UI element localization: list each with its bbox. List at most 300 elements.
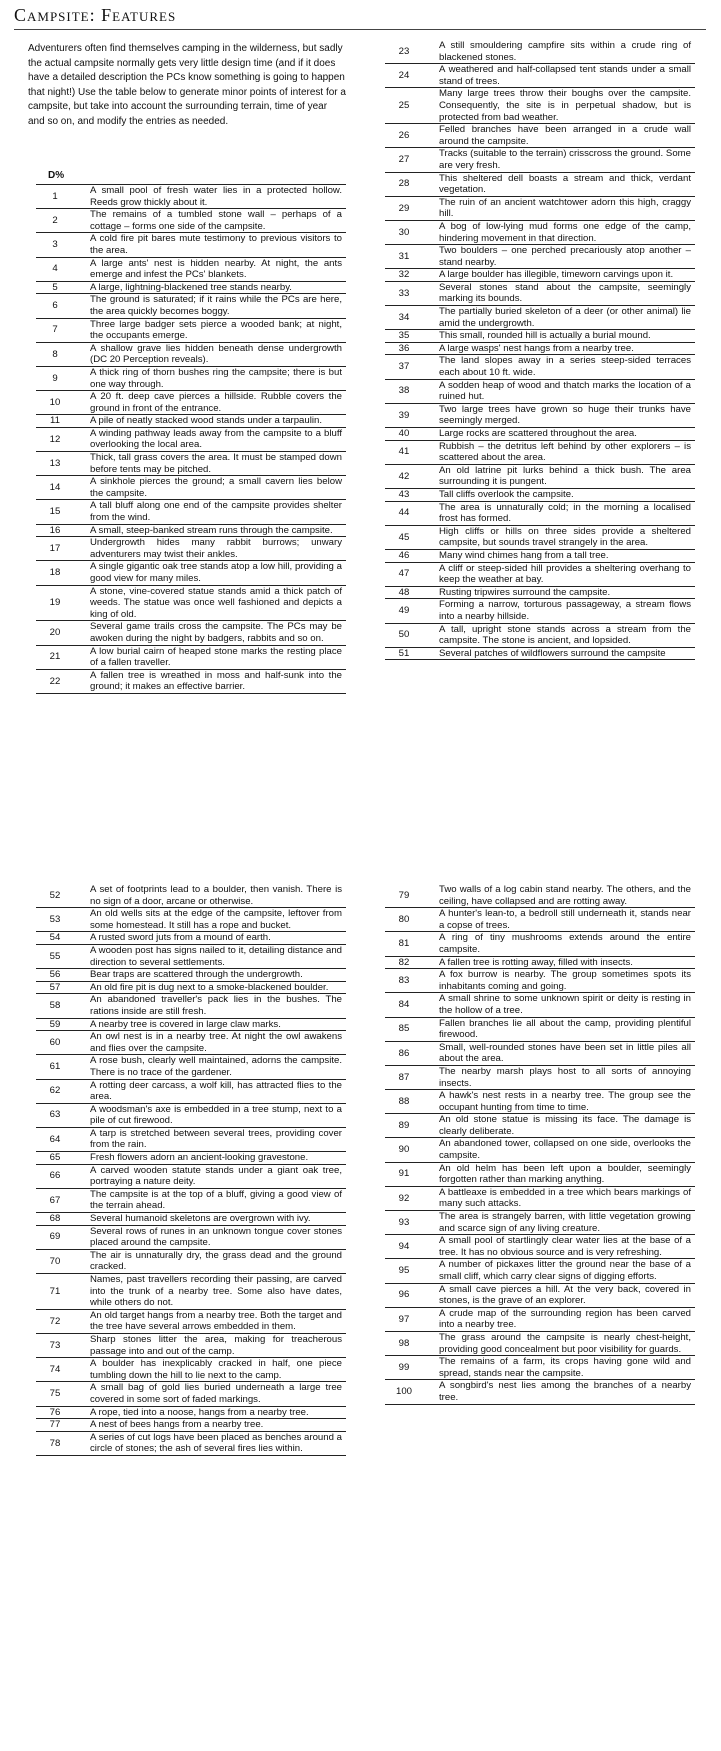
roll-value: 87 — [385, 1065, 423, 1089]
feature-description: Fallen branches lie all about the camp, providing plentiful firewood. — [423, 1017, 695, 1041]
feature-description: The area is strangely barren, with little vegetation growing and scarce sign of any living creature. — [423, 1211, 695, 1235]
feature-description: A rotting deer carcass, a wolf kill, has attracted flies to the area. — [74, 1079, 346, 1103]
feature-description: This sheltered dell boasts a stream and thick, verdant vegetation. — [423, 172, 695, 196]
roll-value: 56 — [36, 969, 74, 982]
feature-description: A tall bluff along one end of the campsite provides shelter from the wind. — [74, 500, 346, 524]
roll-value: 84 — [385, 993, 423, 1017]
roll-value: 38 — [385, 379, 423, 403]
feature-description: Tracks (suitable to the terrain) crisscross the ground. Some are very fresh. — [423, 148, 695, 172]
roll-value: 85 — [385, 1017, 423, 1041]
roll-value: 3 — [36, 233, 74, 257]
roll-value: 45 — [385, 525, 423, 549]
table-row — [36, 294, 346, 318]
feature-description: An old helm has been left upon a boulder, seemingly forgotten rather than marking anything. — [423, 1162, 695, 1186]
table-row — [385, 196, 695, 220]
feature-description: The ruin of an ancient watchtower adorn this high, craggy hill. — [423, 196, 695, 220]
feature-description: A thick ring of thorn bushes ring the campsite; there is but one way through. — [74, 366, 346, 390]
roll-value: 75 — [36, 1382, 74, 1406]
table-row — [385, 549, 695, 562]
feature-description: Large rocks are scattered throughout the area. — [423, 428, 695, 441]
feature-description: A rusted sword juts from a mound of earth. — [74, 932, 346, 945]
feature-description: Thick, tall grass covers the area. It must be stamped down before tents may be pitched. — [74, 452, 346, 476]
feature-description: A shallow grave lies hidden beneath dense undergrowth (DC 20 Perception reveals). — [74, 342, 346, 366]
feature-description: The partially buried skeleton of a deer (or other animal) lie amid the undergrowth. — [423, 306, 695, 330]
campsite-features-table — [385, 40, 695, 660]
table-row — [36, 233, 346, 257]
table-row — [385, 647, 695, 660]
table-row — [385, 355, 695, 379]
feature-description: A small cave pierces a hill. At the very back, covered in stones, is the grave of an explorer. — [423, 1283, 695, 1307]
table-row — [385, 956, 695, 969]
feature-description: High cliffs or hills on three sides provide a sheltered campsite, but sounds travel strangely in the area. — [423, 525, 695, 549]
table-row — [385, 330, 695, 343]
table-row — [385, 342, 695, 355]
table-row — [36, 585, 346, 621]
roll-value: 51 — [385, 647, 423, 660]
table-row — [36, 1103, 346, 1127]
table-row — [36, 257, 346, 281]
feature-description: The land slopes away in a series steep-sided terraces each about 10 ft. wide. — [423, 355, 695, 379]
feature-description: Sharp stones litter the area, making for treacherous passage into and out of the camp. — [74, 1333, 346, 1357]
feature-description: Rubbish – the detritus left behind by other explorers – is scattered about the area. — [423, 440, 695, 464]
feature-description: A carved wooden statute stands under a giant oak tree, portraying a nature deity. — [74, 1164, 346, 1188]
feature-description: A large boulder has illegible, timeworn carvings upon it. — [423, 269, 695, 282]
table-row — [385, 379, 695, 403]
table-row — [385, 1041, 695, 1065]
roll-value: 54 — [36, 932, 74, 945]
feature-description: A cliff or steep-sided hill provides a sheltering overhang to keep the weather at bay. — [423, 562, 695, 586]
roll-value: 68 — [36, 1213, 74, 1226]
roll-value: 50 — [385, 623, 423, 647]
title-divider — [14, 29, 706, 30]
feature-description: Several patches of wildflowers surround the campsite — [423, 647, 695, 660]
roll-value: 83 — [385, 969, 423, 993]
table-row — [36, 1333, 346, 1357]
intro-paragraph: Adventurers often find themselves camping in the wilderness, but sadly the actual campsite normally gets very little design time (and if it does have a detailed description the PCs know something is going to happen that night!) Use the table below to generate minor points of interest for a campsite, but take into account the surrounding terrain, time of year and so on, and modify the entries as needed. — [28, 43, 346, 127]
feature-description: Felled branches have been arranged in a crude wall around the campsite. — [423, 124, 695, 148]
roll-value: 47 — [385, 562, 423, 586]
feature-description: Several rows of runes in an unknown tongue cover stones placed around the campsite. — [74, 1225, 346, 1249]
feature-description: Two boulders – one perched precariously atop another – stand nearby. — [423, 245, 695, 269]
table-row — [385, 269, 695, 282]
table-row — [385, 884, 695, 908]
roll-value: 63 — [36, 1103, 74, 1127]
table-row — [36, 537, 346, 561]
table-row — [385, 623, 695, 647]
table-row — [385, 1186, 695, 1210]
feature-description: Several humanoid skeletons are overgrown with ivy. — [74, 1213, 346, 1226]
feature-description: Fresh flowers adorn an ancient-looking gravestone. — [74, 1152, 346, 1165]
table-row — [36, 209, 346, 233]
feature-description: A fallen tree is rotting away, filled with insects. — [423, 956, 695, 969]
roll-value: 53 — [36, 908, 74, 932]
table-row — [36, 1225, 346, 1249]
table-row — [385, 908, 695, 932]
campsite-features-table — [385, 884, 695, 1405]
table-row — [385, 1307, 695, 1331]
roll-value: 14 — [36, 476, 74, 500]
roll-value: 60 — [36, 1031, 74, 1055]
roll-value: 98 — [385, 1331, 423, 1355]
table-row — [385, 1090, 695, 1114]
table-row — [36, 452, 346, 476]
roll-value: 69 — [36, 1225, 74, 1249]
feature-description: A hawk's nest rests in a nearby tree. The group see the occupant hunting from time to time. — [423, 1090, 695, 1114]
roll-value: 11 — [36, 415, 74, 428]
table-row — [385, 562, 695, 586]
table-row — [385, 1331, 695, 1355]
feature-description: Forming a narrow, torturous passageway, a stream flows into a nearby hillside. — [423, 599, 695, 623]
feature-description: A bog of low-lying mud forms one edge of the camp, hindering movement in that direction. — [423, 220, 695, 244]
campsite-features-table — [36, 185, 346, 694]
feature-description: The nearby marsh plays host to all sorts of annoying insects. — [423, 1065, 695, 1089]
roll-value: 88 — [385, 1090, 423, 1114]
table-row — [36, 1382, 346, 1406]
roll-value: 33 — [385, 281, 423, 305]
feature-description: The air is unnaturally dry, the grass dead and the ground cracked. — [74, 1249, 346, 1273]
feature-description: Bear traps are scattered through the undergrowth. — [74, 969, 346, 982]
roll-value: 82 — [385, 956, 423, 969]
table-row — [36, 366, 346, 390]
roll-value: 79 — [385, 884, 423, 908]
table-row — [385, 1211, 695, 1235]
roll-value: 37 — [385, 355, 423, 379]
roll-value: 66 — [36, 1164, 74, 1188]
roll-value: 15 — [36, 500, 74, 524]
feature-description: A woodsman's axe is embedded in a tree stump, next to a pile of cut firewood. — [74, 1103, 346, 1127]
table-row — [385, 172, 695, 196]
table-row — [36, 1213, 346, 1226]
table-row — [385, 525, 695, 549]
feature-description: An old target hangs from a nearby tree. Both the target and the tree have several arrows embedded in them. — [74, 1309, 346, 1333]
feature-description: The ground is saturated; if it rains while the PCs are here, the area quickly becomes boggy. — [74, 294, 346, 318]
table-row — [385, 1380, 695, 1404]
roll-value: 77 — [36, 1419, 74, 1432]
table-row — [36, 342, 346, 366]
roll-value: 58 — [36, 994, 74, 1018]
roll-value: 12 — [36, 427, 74, 451]
feature-description: A small bag of gold lies buried underneath a large tree covered in some sort of faded markings. — [74, 1382, 346, 1406]
feature-description: A battleaxe is embedded in a tree which bears markings of many such attacks. — [423, 1186, 695, 1210]
table-row — [36, 524, 346, 537]
feature-description: A fallen tree is wreathed in moss and half-sunk into the ground; it makes an effective barrier. — [74, 669, 346, 693]
roll-value: 19 — [36, 585, 74, 621]
table-row — [385, 501, 695, 525]
feature-description: A pile of neatly stacked wood stands under a tarpaulin. — [74, 415, 346, 428]
feature-description: A set of footprints lead to a boulder, then vanish. There is no sign of a door, arcane or otherwise. — [74, 884, 346, 908]
table-row — [385, 124, 695, 148]
feature-description: A number of pickaxes litter the ground near the base of a small cliff, which carry clear signs of digging efforts. — [423, 1259, 695, 1283]
roll-value: 39 — [385, 403, 423, 427]
table-row — [385, 88, 695, 124]
roll-value: 6 — [36, 294, 74, 318]
roll-value: 71 — [36, 1274, 74, 1310]
feature-description: A ring of tiny mushrooms extends around the entire campsite. — [423, 932, 695, 956]
feature-description: A hunter's lean-to, a bedroll still underneath it, stands near a copse of trees. — [423, 908, 695, 932]
feature-description: A cold fire pit bares mute testimony to previous visitors to the area. — [74, 233, 346, 257]
roll-value: 52 — [36, 884, 74, 908]
feature-description: An old fire pit is dug next to a smoke-blackened boulder. — [74, 981, 346, 994]
roll-value: 70 — [36, 1249, 74, 1273]
roll-value: 73 — [36, 1333, 74, 1357]
roll-value: 31 — [385, 245, 423, 269]
feature-description: Tall cliffs overlook the campsite. — [423, 488, 695, 501]
roll-value: 40 — [385, 428, 423, 441]
table-row — [36, 427, 346, 451]
roll-value: 2 — [36, 209, 74, 233]
table-row — [36, 1431, 346, 1455]
table-row — [36, 185, 346, 209]
table-row — [36, 415, 346, 428]
feature-description: A large, lightning-blackened tree stands nearby. — [74, 281, 346, 294]
roll-value: 62 — [36, 1079, 74, 1103]
roll-value: 97 — [385, 1307, 423, 1331]
feature-description: A sinkhole pierces the ground; a small cavern lies below the campsite. — [74, 476, 346, 500]
table-row — [385, 1065, 695, 1089]
feature-description: An abandoned tower, collapsed on one side, overlooks the campsite. — [423, 1138, 695, 1162]
table-row — [36, 994, 346, 1018]
feature-description: A nest of bees hangs from a nearby tree. — [74, 1419, 346, 1432]
roll-value: 80 — [385, 908, 423, 932]
campsite-features-table — [36, 884, 346, 1456]
feature-description: Undergrowth hides many rabbit burrows; unwary adventurers may twist their ankles. — [74, 537, 346, 561]
table-row — [385, 993, 695, 1017]
roll-value: 10 — [36, 391, 74, 415]
table-row — [36, 561, 346, 585]
feature-description: Rusting tripwires surround the campsite. — [423, 586, 695, 599]
feature-description: An abandoned traveller's pack lies in the bushes. The rations inside are still fresh. — [74, 994, 346, 1018]
roll-value: 8 — [36, 342, 74, 366]
roll-value: 99 — [385, 1356, 423, 1380]
feature-description: A stone, vine-covered statue stands amid a thick patch of weeds. The statue was once well fashioned and depicts a king of old. — [74, 585, 346, 621]
feature-description: A single gigantic oak tree stands atop a low hill, providing a good view for many miles. — [74, 561, 346, 585]
roll-value: 13 — [36, 452, 74, 476]
feature-description: The grass around the campsite is nearly chest-height, providing good concealment but poor visibility for guards. — [423, 1331, 695, 1355]
roll-value: 92 — [385, 1186, 423, 1210]
feature-description: Several game trails cross the campsite. The PCs may be awoken during the night by badgers, rabbits and so on. — [74, 621, 346, 645]
roll-value: 74 — [36, 1358, 74, 1382]
table-row — [36, 1358, 346, 1382]
feature-description: A rose bush, clearly well maintained, adorns the campsite. There is no trace of the gardener. — [74, 1055, 346, 1079]
table-row — [385, 1114, 695, 1138]
feature-description: An old stone statue is missing its face. The damage is clearly deliberate. — [423, 1114, 695, 1138]
feature-description: Many large trees throw their boughs over the campsite. Consequently, the site is in perpetual shadow, but is protected from bad weather. — [423, 88, 695, 124]
roll-value: 48 — [385, 586, 423, 599]
feature-description: This small, rounded hill is actually a burial mound. — [423, 330, 695, 343]
table-row — [36, 981, 346, 994]
feature-description: The remains of a farm, its crops having gone wild and spread, stands near the campsite. — [423, 1356, 695, 1380]
roll-value: 23 — [385, 40, 423, 64]
feature-description: A small, steep-banked stream runs through the campsite. — [74, 524, 346, 537]
roll-value: 90 — [385, 1138, 423, 1162]
roll-value: 61 — [36, 1055, 74, 1079]
table-row — [385, 64, 695, 88]
roll-value: 94 — [385, 1235, 423, 1259]
roll-value: 43 — [385, 488, 423, 501]
feature-description: A small pool of fresh water lies in a protected hollow. Reeds grow thickly about it. — [74, 185, 346, 209]
roll-value: 96 — [385, 1283, 423, 1307]
roll-value: 72 — [36, 1309, 74, 1333]
table-row — [36, 1274, 346, 1310]
roll-value: 1 — [36, 185, 74, 209]
roll-value: 29 — [385, 196, 423, 220]
table-row — [385, 969, 695, 993]
feature-description: The remains of a tumbled stone wall – perhaps of a cottage – forms one side of the campsite. — [74, 209, 346, 233]
table-row — [385, 1235, 695, 1259]
table-row — [385, 148, 695, 172]
table-row — [36, 1188, 346, 1212]
feature-description: A wooden post has signs nailed to it, detailing distance and direction to several settlements. — [74, 944, 346, 968]
table-row — [36, 669, 346, 693]
table-column-23-51 — [385, 40, 695, 660]
table-row — [36, 500, 346, 524]
feature-description: The campsite is at the top of a bluff, giving a good view of the terrain ahead. — [74, 1188, 346, 1212]
feature-description: A series of cut logs have been placed as benches around a circle of stones; the ash of several fires lies within. — [74, 1431, 346, 1455]
table-row — [385, 281, 695, 305]
roll-value: 27 — [385, 148, 423, 172]
feature-description: An old wells sits at the edge of the campsite, leftover from some homestead. It still has a rope and bucket. — [74, 908, 346, 932]
roll-value: 18 — [36, 561, 74, 585]
roll-value: 78 — [36, 1431, 74, 1455]
feature-description: A nearby tree is covered in large claw marks. — [74, 1018, 346, 1031]
table-row — [385, 464, 695, 488]
table-row — [385, 40, 695, 64]
roll-value: 57 — [36, 981, 74, 994]
roll-value: 25 — [385, 88, 423, 124]
roll-value: 4 — [36, 257, 74, 281]
table-row — [385, 488, 695, 501]
table-row — [36, 1079, 346, 1103]
roll-value: 20 — [36, 621, 74, 645]
roll-value: 86 — [385, 1041, 423, 1065]
feature-description: A boulder has inexplicably cracked in half, one piece tumbling down the hill to lie next to the camp. — [74, 1358, 346, 1382]
table-row — [385, 586, 695, 599]
roll-value: 67 — [36, 1188, 74, 1212]
feature-description: A large ants' nest is hidden nearby. At night, the ants emerge and infest the PCs' blankets. — [74, 257, 346, 281]
feature-description: A tall, upright stone stands across a stream from the campsite. The stone is ancient, and lopsided. — [423, 623, 695, 647]
roll-value: 49 — [385, 599, 423, 623]
feature-description: A winding pathway leads away from the campsite to a bluff overlooking the local area. — [74, 427, 346, 451]
roll-value: 24 — [385, 64, 423, 88]
feature-description: A songbird's nest lies among the branches of a nearby tree. — [423, 1380, 695, 1404]
roll-value: 76 — [36, 1406, 74, 1419]
table-row — [36, 281, 346, 294]
table-row — [385, 1162, 695, 1186]
table-row — [385, 403, 695, 427]
feature-description: A rope, tied into a noose, hangs from a nearby tree. — [74, 1406, 346, 1419]
feature-description: Names, past travellers recording their passing, are carved into the trunk of a nearby tree. Some also have dates, while others do not. — [74, 1274, 346, 1310]
table-row — [36, 1055, 346, 1079]
table-row — [385, 428, 695, 441]
table-row — [385, 599, 695, 623]
feature-description: Two walls of a log cabin stand nearby. The others, and the ceiling, have collapsed and are rotting away. — [423, 884, 695, 908]
table-row — [36, 1164, 346, 1188]
roll-value: 91 — [385, 1162, 423, 1186]
table-row — [36, 1309, 346, 1333]
feature-description: A large wasps' nest hangs from a nearby tree. — [423, 342, 695, 355]
table-header: D% — [36, 168, 346, 185]
table-row — [385, 1283, 695, 1307]
table-row — [385, 220, 695, 244]
roll-value: 30 — [385, 220, 423, 244]
feature-description: The area is unnaturally cold; in the morning a localised frost has formed. — [423, 501, 695, 525]
roll-value: 46 — [385, 549, 423, 562]
table-column-1-22 — [36, 168, 346, 694]
roll-value: 93 — [385, 1211, 423, 1235]
feature-description: A tarp is stretched between several trees, providing cover from the rain. — [74, 1127, 346, 1151]
feature-description: A small shrine to some unknown spirit or deity is resting in the hollow of a tree. — [423, 993, 695, 1017]
table-row — [385, 245, 695, 269]
table-row — [36, 944, 346, 968]
roll-value: 16 — [36, 524, 74, 537]
feature-description: A fox burrow is nearby. The group sometimes spots its inhabitants coming and going. — [423, 969, 695, 993]
page-title: Campsite: Features — [14, 5, 177, 25]
table-row — [36, 908, 346, 932]
roll-value: 41 — [385, 440, 423, 464]
roll-value: 44 — [385, 501, 423, 525]
feature-description: Many wind chimes hang from a tall tree. — [423, 549, 695, 562]
roll-value: 89 — [385, 1114, 423, 1138]
roll-value: 42 — [385, 464, 423, 488]
roll-value: 81 — [385, 932, 423, 956]
roll-value: 65 — [36, 1152, 74, 1165]
table-row — [36, 1406, 346, 1419]
table-row — [36, 318, 346, 342]
table-row — [36, 1249, 346, 1273]
table-row — [385, 1356, 695, 1380]
table-row — [36, 1152, 346, 1165]
feature-description: A still smouldering campfire sits within a crude ring of blackened stones. — [423, 40, 695, 64]
table-row — [36, 476, 346, 500]
table-row — [36, 1031, 346, 1055]
feature-description: A crude map of the surrounding region has been carved into a nearby tree. — [423, 1307, 695, 1331]
feature-description: Three large badger sets pierce a wooded bank; at night, the occupants emerge. — [74, 318, 346, 342]
roll-value: 36 — [385, 342, 423, 355]
roll-value: 95 — [385, 1259, 423, 1283]
roll-value: 55 — [36, 944, 74, 968]
roll-value: 32 — [385, 269, 423, 282]
table-row — [36, 621, 346, 645]
roll-value: 100 — [385, 1380, 423, 1404]
roll-value: 22 — [36, 669, 74, 693]
roll-value: 9 — [36, 366, 74, 390]
table-row — [385, 1259, 695, 1283]
feature-description: Two large trees have grown so huge their trunks have seemingly merged. — [423, 403, 695, 427]
table-row — [385, 932, 695, 956]
table-row — [36, 1419, 346, 1432]
feature-description: A weathered and half-collapsed tent stands under a small stand of trees. — [423, 64, 695, 88]
feature-description: A 20 ft. deep cave pierces a hillside. Rubble covers the ground in front of the entrance. — [74, 391, 346, 415]
feature-description: An owl nest is in a nearby tree. At night the owl awakens and flies over the campsite. — [74, 1031, 346, 1055]
feature-description: Small, well-rounded stones have been set in little piles all about the area. — [423, 1041, 695, 1065]
roll-value: 5 — [36, 281, 74, 294]
table-row — [385, 1138, 695, 1162]
roll-value: 59 — [36, 1018, 74, 1031]
table-column-79-100 — [385, 884, 695, 1405]
roll-value: 17 — [36, 537, 74, 561]
table-row — [36, 391, 346, 415]
table-row — [36, 645, 346, 669]
feature-description: Several stones stand about the campsite, seemingly marking its bounds. — [423, 281, 695, 305]
roll-value: 28 — [385, 172, 423, 196]
feature-description: A low burial cairn of heaped stone marks the resting place of a fallen traveller. — [74, 645, 346, 669]
roll-value: 21 — [36, 645, 74, 669]
table-row — [36, 932, 346, 945]
roll-value: 35 — [385, 330, 423, 343]
table-row — [385, 1017, 695, 1041]
table-row — [385, 440, 695, 464]
table-row — [36, 1018, 346, 1031]
